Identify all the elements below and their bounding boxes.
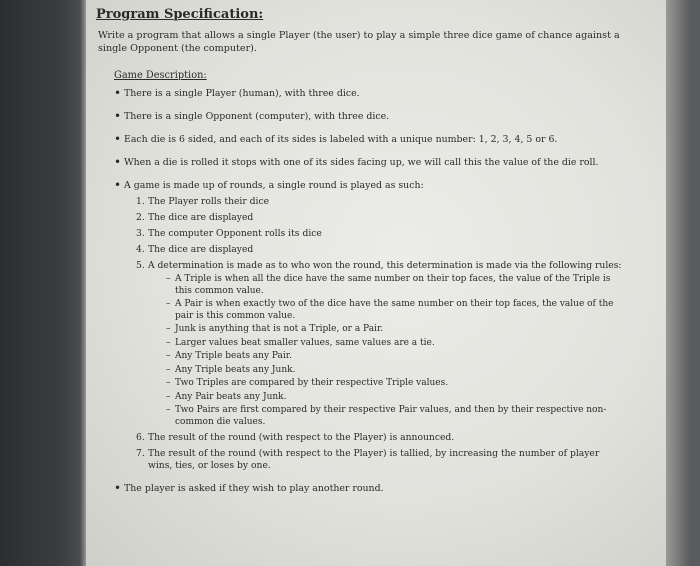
step-number: 1. (136, 196, 145, 207)
step-number: 4. (136, 244, 145, 255)
rule-item: – Two Pairs are first compared by their respective Pair values, and then by their respective non-common die values. (166, 405, 626, 428)
step-text: The result of the round (with respect to the Player) is announced. (148, 432, 455, 443)
rule-item: – Two Triples are compared by their respective Triple values. (166, 378, 626, 390)
section-heading: Game Description: (114, 70, 207, 81)
bullet-item: • There is a single Player (human), with three dice. (114, 87, 626, 100)
rule-item: – Junk is anything that is not a Triple, or a Pair. (166, 324, 626, 336)
step-item (136, 244, 626, 256)
step-text: The result of the round (with respect to the Player) is tallied, by increasing the number of player wins, ties, or loses by one. (148, 448, 600, 471)
rule-item: – A Pair is when exactly two of the dice have the same number on their top faces, the value of the pair is this common value. (166, 299, 626, 322)
document-content (96, 6, 626, 505)
step-number: 2. (136, 212, 145, 223)
step-item (136, 228, 626, 240)
step-number: 6. (136, 432, 145, 443)
bullet-item: • There is a single Opponent (computer), with three dice. (114, 110, 626, 123)
rule-item: – Any Triple beats any Pair. (166, 351, 626, 363)
rule-item: – A Triple is when all the dice have the same number on their top faces, the value of the Triple is this common value. (166, 274, 626, 297)
step-item-rules (136, 260, 626, 428)
step-number: 3. (136, 228, 145, 239)
round-steps-list (124, 196, 626, 472)
step-item (136, 448, 626, 472)
bullet-text: A game is made up of rounds, a single round is played as such: (124, 180, 424, 191)
rule-item: – Larger values beat smaller values, same values are a tie. (166, 338, 626, 350)
step-item (136, 196, 626, 208)
step-text: The dice are displayed (148, 212, 254, 223)
step-item (136, 432, 626, 444)
step-text: A determination is made as to who won the round, this determination is made via the following rules: (148, 260, 622, 271)
step-item (136, 212, 626, 224)
bullet-item: • When a die is rolled it stops with one of its sides facing up, we will call this the value of the die roll. (114, 156, 626, 169)
rule-item: – Any Pair beats any Junk. (166, 392, 626, 404)
bullet-item: • The player is asked if they wish to play another round. (114, 482, 626, 495)
rules-list (148, 274, 626, 428)
step-text: The computer Opponent rolls its dice (148, 228, 322, 239)
bullet-item-rounds (114, 179, 626, 472)
description-list (96, 87, 626, 495)
bullet-item: • Each die is 6 sided, and each of its sides is labeled with a unique number: 1, 2, 3, 4, 5 or 6. (114, 133, 626, 146)
step-number: 7. (136, 448, 145, 459)
step-number: 5. (136, 260, 145, 271)
intro-paragraph: Write a program that allows a single Player (the user) to play a simple three dice game of chance against a single Opponent (the computer). (98, 30, 620, 54)
step-text: The dice are displayed (148, 244, 254, 255)
rule-item: – Any Triple beats any Junk. (166, 365, 626, 377)
page-title: Program Specification: (96, 7, 264, 22)
step-text: The Player rolls their dice (148, 196, 270, 207)
